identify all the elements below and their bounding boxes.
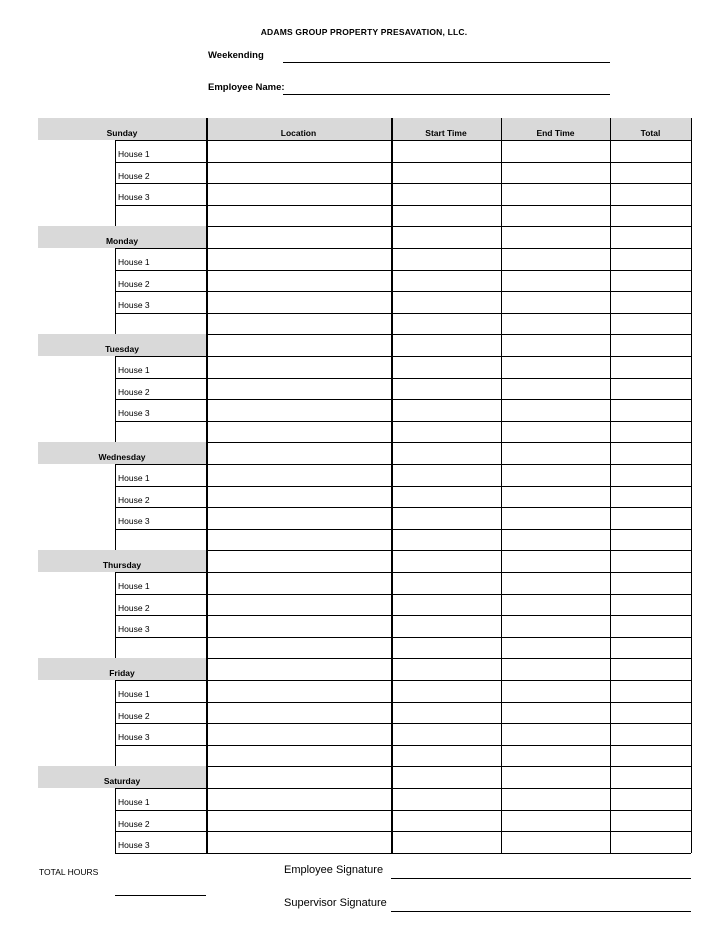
- end-time-cell[interactable]: [503, 832, 609, 852]
- row-border: [115, 745, 206, 746]
- end-time-cell[interactable]: [503, 443, 609, 463]
- location-cell[interactable]: [208, 746, 390, 766]
- row-indent-border: [115, 378, 116, 400]
- start-time-cell[interactable]: [393, 465, 500, 485]
- location-cell[interactable]: [208, 465, 390, 485]
- row-border: [115, 615, 206, 616]
- end-time-cell[interactable]: [503, 357, 609, 377]
- total-cell[interactable]: [612, 724, 690, 744]
- start-time-cell[interactable]: [393, 400, 500, 420]
- location-cell[interactable]: [208, 811, 390, 831]
- row-indent-border: [115, 723, 116, 745]
- house-label: House 3: [118, 192, 150, 203]
- house-label: House 3: [118, 408, 150, 419]
- start-time-cell[interactable]: [393, 422, 500, 442]
- end-time-cell[interactable]: [503, 703, 609, 723]
- house-label: House 2: [118, 818, 150, 829]
- house-label: House 1: [118, 149, 150, 159]
- total-hours-field[interactable]: [115, 895, 206, 896]
- employee-signature-label: Employee Signature: [284, 864, 384, 876]
- row-border: [115, 486, 206, 487]
- row-indent-border: [115, 140, 116, 162]
- end-time-cell[interactable]: [503, 227, 609, 247]
- total-cell[interactable]: [612, 616, 690, 636]
- row-indent-border: [115, 810, 116, 832]
- location-cell[interactable]: [208, 227, 390, 247]
- start-time-cell[interactable]: [393, 314, 500, 334]
- end-time-cell[interactable]: [503, 530, 609, 550]
- house-label: House 1: [118, 689, 150, 699]
- row-border: [115, 421, 206, 422]
- row-border: [115, 572, 206, 573]
- row-border: [115, 702, 206, 703]
- row-border: [115, 399, 206, 400]
- total-cell[interactable]: [612, 508, 690, 528]
- row-border: [115, 270, 206, 271]
- end-time-cell[interactable]: [503, 465, 609, 485]
- day-label-monday: Monday: [105, 236, 139, 247]
- total-cell[interactable]: [612, 163, 690, 183]
- start-time-cell[interactable]: [393, 292, 500, 312]
- row-indent-border: [115, 270, 116, 292]
- location-cell[interactable]: [208, 163, 390, 183]
- column-header-day: Sunday: [106, 128, 138, 138]
- end-time-cell[interactable]: [503, 184, 609, 204]
- total-cell[interactable]: [612, 551, 690, 571]
- end-time-cell[interactable]: [503, 206, 609, 226]
- start-time-cell[interactable]: [393, 551, 500, 571]
- day-label-friday: Friday: [109, 668, 135, 679]
- employee-name-label: Employee Name:: [208, 82, 285, 93]
- day-label-saturday: Saturday: [103, 776, 141, 787]
- total-cell[interactable]: [612, 789, 690, 809]
- row-indent-border: [115, 421, 116, 443]
- start-time-cell[interactable]: [393, 789, 500, 809]
- total-cell[interactable]: [612, 335, 690, 355]
- day-label-thursday: Thursday: [102, 560, 142, 571]
- location-cell[interactable]: [208, 335, 390, 355]
- row-indent-border: [115, 313, 116, 335]
- total-hours-label: TOTAL HOURS: [39, 867, 99, 877]
- row-border: [115, 464, 206, 465]
- total-cell[interactable]: [612, 184, 690, 204]
- total-cell[interactable]: [612, 595, 690, 615]
- total-cell[interactable]: [612, 530, 690, 550]
- start-time-cell[interactable]: [393, 249, 500, 269]
- house-label: House 1: [118, 581, 150, 591]
- total-cell[interactable]: [612, 249, 690, 269]
- grid-bottom-border: [115, 853, 691, 854]
- start-time-cell[interactable]: [393, 746, 500, 766]
- row-indent-border: [115, 594, 116, 616]
- end-time-cell[interactable]: [503, 487, 609, 507]
- start-time-cell[interactable]: [393, 141, 500, 161]
- location-cell[interactable]: [208, 832, 390, 852]
- end-time-cell[interactable]: [503, 422, 609, 442]
- row-indent-border: [115, 702, 116, 724]
- column-divider: [206, 118, 208, 853]
- column-divider: [610, 118, 611, 853]
- total-cell[interactable]: [612, 292, 690, 312]
- end-time-cell[interactable]: [503, 335, 609, 355]
- column-divider: [391, 118, 393, 853]
- start-time-cell[interactable]: [393, 227, 500, 247]
- location-cell[interactable]: [208, 184, 390, 204]
- row-border: [115, 831, 206, 832]
- row-border: [115, 313, 206, 314]
- location-cell[interactable]: [208, 724, 390, 744]
- house-label: House 1: [118, 797, 150, 807]
- row-indent-border: [115, 356, 116, 378]
- column-header-end-time: End Time: [536, 128, 575, 138]
- company-title: ADAMS GROUP PROPERTY PRESAVATION, LLC.: [260, 27, 468, 37]
- row-border: [115, 205, 206, 206]
- row-border: [115, 788, 206, 789]
- location-cell[interactable]: [208, 422, 390, 442]
- start-time-cell[interactable]: [393, 638, 500, 658]
- row-indent-border: [115, 745, 116, 767]
- total-cell[interactable]: [612, 443, 690, 463]
- location-cell[interactable]: [208, 508, 390, 528]
- end-time-cell[interactable]: [503, 551, 609, 571]
- row-border: [115, 594, 206, 595]
- day-label-wednesday: Wednesday: [98, 452, 146, 463]
- total-cell[interactable]: [612, 206, 690, 226]
- start-time-cell[interactable]: [393, 659, 500, 679]
- row-indent-border: [115, 507, 116, 529]
- total-cell[interactable]: [612, 746, 690, 766]
- row-border: [115, 378, 206, 379]
- row-indent-border: [115, 572, 116, 594]
- end-time-cell[interactable]: [503, 659, 609, 679]
- total-cell[interactable]: [612, 681, 690, 701]
- end-time-cell[interactable]: [503, 314, 609, 334]
- location-cell[interactable]: [208, 379, 390, 399]
- house-label: House 2: [118, 710, 150, 721]
- end-time-cell[interactable]: [503, 595, 609, 615]
- row-border: [115, 291, 206, 292]
- start-time-cell[interactable]: [393, 767, 500, 787]
- total-cell[interactable]: [612, 141, 690, 161]
- location-cell[interactable]: [208, 249, 390, 269]
- location-cell[interactable]: [208, 551, 390, 571]
- total-cell[interactable]: [612, 767, 690, 787]
- row-indent-border: [115, 291, 116, 313]
- location-cell[interactable]: [208, 573, 390, 593]
- row-border: [115, 723, 206, 724]
- row-border: [115, 637, 206, 638]
- house-label: House 1: [118, 257, 150, 267]
- location-cell[interactable]: [208, 703, 390, 723]
- start-time-cell[interactable]: [393, 832, 500, 852]
- location-cell[interactable]: [208, 616, 390, 636]
- end-time-cell[interactable]: [503, 789, 609, 809]
- start-time-cell[interactable]: [393, 681, 500, 701]
- total-cell[interactable]: [612, 314, 690, 334]
- total-cell[interactable]: [612, 487, 690, 507]
- supervisor-signature-label: Supervisor Signature: [284, 897, 387, 909]
- start-time-cell[interactable]: [393, 616, 500, 636]
- house-label: House 3: [118, 300, 150, 311]
- end-time-cell[interactable]: [503, 724, 609, 744]
- end-time-cell[interactable]: [503, 811, 609, 831]
- location-cell[interactable]: [208, 595, 390, 615]
- house-label: House 2: [118, 278, 150, 289]
- end-time-cell[interactable]: [503, 638, 609, 658]
- start-time-cell[interactable]: [393, 206, 500, 226]
- house-label: House 3: [118, 624, 150, 635]
- end-time-cell[interactable]: [503, 141, 609, 161]
- location-cell[interactable]: [208, 767, 390, 787]
- row-border: [115, 140, 206, 141]
- column-header-start-time: Start Time: [425, 128, 467, 138]
- location-cell[interactable]: [208, 206, 390, 226]
- total-cell[interactable]: [612, 573, 690, 593]
- start-time-cell[interactable]: [393, 357, 500, 377]
- location-cell[interactable]: [208, 314, 390, 334]
- house-label: House 2: [118, 170, 150, 181]
- start-time-cell[interactable]: [393, 335, 500, 355]
- start-time-cell[interactable]: [393, 811, 500, 831]
- total-cell[interactable]: [612, 465, 690, 485]
- employee-signature-field[interactable]: [391, 878, 691, 879]
- location-cell[interactable]: [208, 530, 390, 550]
- location-cell[interactable]: [208, 659, 390, 679]
- end-time-cell[interactable]: [503, 616, 609, 636]
- end-time-cell[interactable]: [503, 271, 609, 291]
- end-time-cell[interactable]: [503, 249, 609, 269]
- row-indent-border: [115, 399, 116, 421]
- location-cell[interactable]: [208, 292, 390, 312]
- row-border: [115, 162, 206, 163]
- start-time-cell[interactable]: [393, 595, 500, 615]
- total-cell[interactable]: [612, 227, 690, 247]
- column-divider: [691, 118, 692, 853]
- start-time-cell[interactable]: [393, 573, 500, 593]
- house-label: House 3: [118, 840, 150, 851]
- column-header-total: Total: [640, 128, 661, 138]
- supervisor-signature-field[interactable]: [391, 911, 691, 912]
- total-cell[interactable]: [612, 811, 690, 831]
- end-time-cell[interactable]: [503, 746, 609, 766]
- house-label: House 3: [118, 516, 150, 527]
- location-cell[interactable]: [208, 789, 390, 809]
- start-time-cell[interactable]: [393, 271, 500, 291]
- end-time-cell[interactable]: [503, 573, 609, 593]
- house-label: House 1: [118, 473, 150, 483]
- house-label: House 1: [118, 365, 150, 375]
- row-indent-border: [115, 637, 116, 659]
- location-cell[interactable]: [208, 357, 390, 377]
- end-time-cell[interactable]: [503, 400, 609, 420]
- row-indent-border: [115, 486, 116, 508]
- total-cell[interactable]: [612, 638, 690, 658]
- row-indent-border: [115, 205, 116, 227]
- weekending-label: Weekending: [208, 50, 264, 61]
- row-border: [115, 680, 206, 681]
- location-cell[interactable]: [208, 141, 390, 161]
- row-border: [115, 529, 206, 530]
- start-time-cell[interactable]: [393, 724, 500, 744]
- total-cell[interactable]: [612, 400, 690, 420]
- location-cell[interactable]: [208, 681, 390, 701]
- row-border: [115, 248, 206, 249]
- end-time-cell[interactable]: [503, 292, 609, 312]
- house-label: House 2: [118, 386, 150, 397]
- end-time-cell[interactable]: [503, 767, 609, 787]
- row-border: [115, 183, 206, 184]
- row-indent-border: [115, 183, 116, 205]
- row-border: [115, 507, 206, 508]
- row-indent-border: [115, 529, 116, 551]
- total-cell[interactable]: [612, 422, 690, 442]
- location-cell[interactable]: [208, 400, 390, 420]
- start-time-cell[interactable]: [393, 508, 500, 528]
- row-indent-border: [115, 615, 116, 637]
- house-label: House 2: [118, 494, 150, 505]
- row-border: [115, 810, 206, 811]
- row-indent-border: [115, 788, 116, 810]
- row-border: [115, 356, 206, 357]
- house-label: House 2: [118, 602, 150, 613]
- house-label: House 3: [118, 732, 150, 743]
- start-time-cell[interactable]: [393, 530, 500, 550]
- total-cell[interactable]: [612, 357, 690, 377]
- row-indent-border: [115, 248, 116, 270]
- total-cell[interactable]: [612, 379, 690, 399]
- row-indent-border: [115, 680, 116, 702]
- location-cell[interactable]: [208, 638, 390, 658]
- location-cell[interactable]: [208, 271, 390, 291]
- end-time-cell[interactable]: [503, 508, 609, 528]
- total-cell[interactable]: [612, 271, 690, 291]
- end-time-cell[interactable]: [503, 379, 609, 399]
- start-time-cell[interactable]: [393, 379, 500, 399]
- end-time-cell[interactable]: [503, 163, 609, 183]
- row-indent-border: [115, 464, 116, 486]
- start-time-cell[interactable]: [393, 184, 500, 204]
- column-header-location: Location: [280, 128, 317, 138]
- location-cell[interactable]: [208, 487, 390, 507]
- start-time-cell[interactable]: [393, 163, 500, 183]
- row-indent-border: [115, 162, 116, 184]
- total-cell[interactable]: [612, 659, 690, 679]
- row-indent-border: [115, 831, 116, 853]
- end-time-cell[interactable]: [503, 681, 609, 701]
- day-label-tuesday: Tuesday: [105, 344, 139, 355]
- start-time-cell[interactable]: [393, 703, 500, 723]
- location-cell[interactable]: [208, 443, 390, 463]
- total-cell[interactable]: [612, 832, 690, 852]
- column-divider: [501, 118, 502, 853]
- total-cell[interactable]: [612, 703, 690, 723]
- start-time-cell[interactable]: [393, 443, 500, 463]
- start-time-cell[interactable]: [393, 487, 500, 507]
